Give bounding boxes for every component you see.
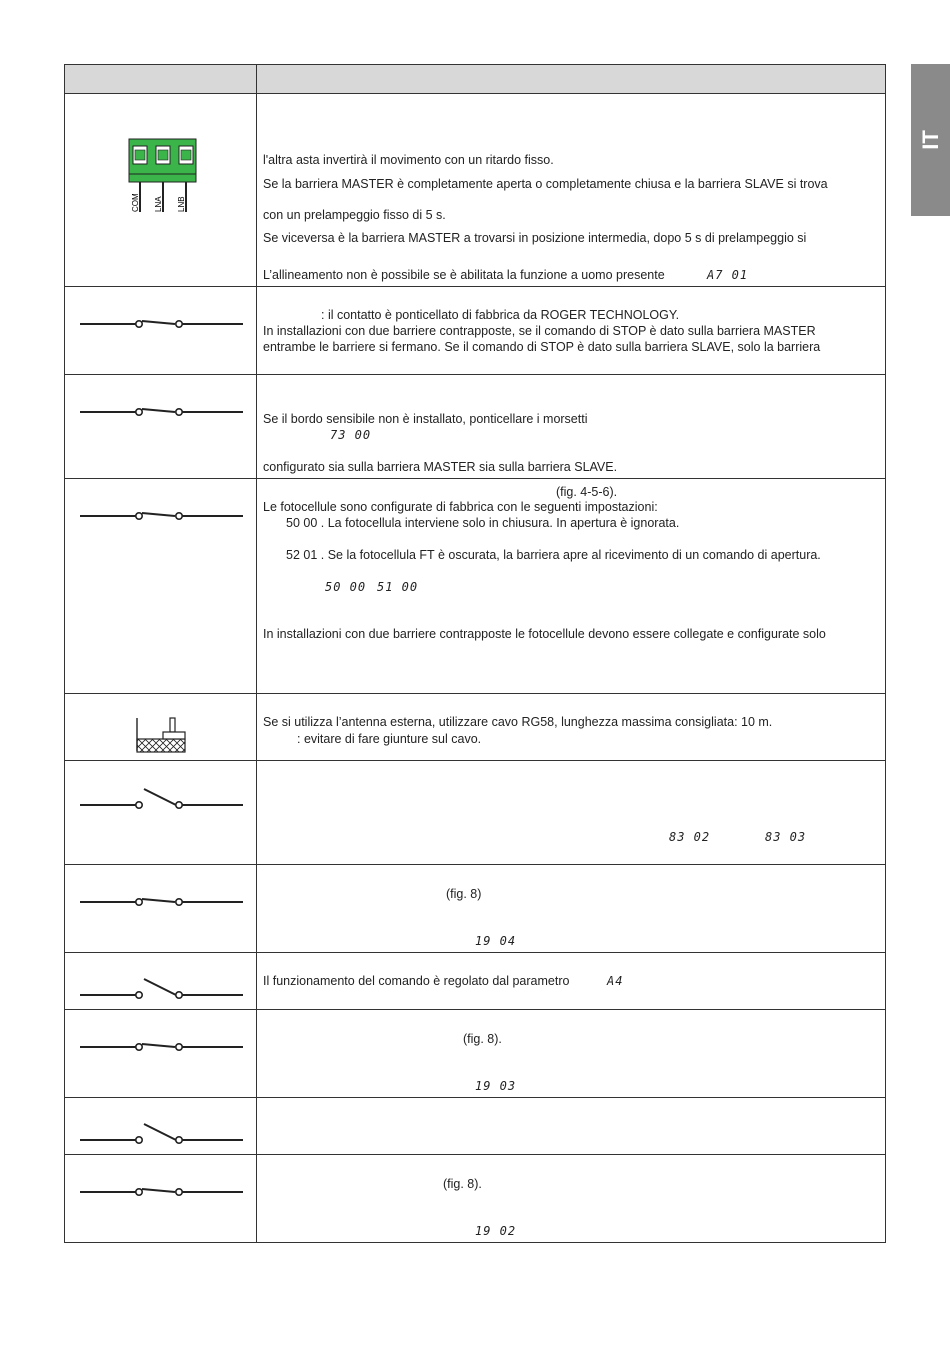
nc-contact-icon — [65, 1010, 257, 1098]
row-text-cell — [257, 865, 886, 953]
row-text-line: : il contatto è ponticellato di fabbrica da ROGER TECHNOLOGY. — [321, 308, 680, 322]
row-text-line: 50 00 . La fotocellula interviene solo in chiusura. In apertura è ignorata. — [286, 516, 680, 530]
row-text-cell — [257, 694, 886, 761]
row-text-cell — [257, 953, 886, 1010]
no-contact-icon — [65, 761, 257, 865]
row-text-line: Se si utilizza l’antenna esterna, utilizzare cavo RG58, lunghezza massima consigliata: 10 m. — [263, 715, 773, 729]
row-text-line: In installazioni con due barriere contrapposte le fotocellule devono essere collegate e configurate solo — [263, 627, 826, 641]
row-icon-cell — [65, 953, 257, 1010]
row-text-cell — [257, 1155, 886, 1243]
row-icon-cell — [65, 1155, 257, 1243]
table-row — [65, 479, 886, 694]
row-text-cell — [257, 1010, 886, 1098]
terminal-table — [64, 64, 886, 1243]
terminal-label-com: COM — [131, 193, 140, 212]
row-icon-cell — [65, 761, 257, 865]
row-icon-cell — [65, 1010, 257, 1098]
row-icon-cell — [65, 94, 257, 287]
table-row — [65, 1155, 886, 1243]
row-text-cell — [257, 94, 886, 287]
nc-contact-icon — [65, 1155, 257, 1243]
language-tab-label: IT — [917, 130, 943, 150]
param-code: 51 00 — [377, 580, 419, 594]
table-row — [65, 953, 886, 1010]
param-code: 83 02 — [669, 830, 711, 844]
row-text-line: (fig. 4-5-6). — [556, 485, 618, 499]
table-row — [65, 694, 886, 761]
param-code: 19 03 — [475, 1079, 517, 1093]
row-text-line: con un prelampeggio fisso di 5 s. — [263, 208, 446, 222]
table-header-col1 — [65, 65, 257, 94]
row-icon-cell — [65, 694, 257, 761]
table-header-row — [65, 65, 886, 94]
row-text-cell — [257, 479, 886, 694]
antenna-icon — [65, 694, 257, 761]
param-code: 19 02 — [475, 1224, 517, 1238]
row-icon-cell — [65, 865, 257, 953]
param-code: A7 01 — [707, 268, 749, 282]
table-row — [65, 287, 886, 375]
language-tab — [911, 64, 950, 216]
row-text-line: L’allineamento non è possibile se è abilitata la funzione a uomo presente — [263, 268, 665, 282]
table-row — [65, 1010, 886, 1098]
param-code: A4 — [607, 974, 624, 988]
no-contact-icon — [65, 1098, 257, 1155]
table-row — [65, 375, 886, 479]
row-text-line: Il funzionamento del comando è regolato dal parametro — [263, 974, 570, 988]
no-contact-icon — [65, 953, 257, 1010]
row-text-cell — [257, 287, 886, 375]
param-code: 50 00 — [325, 580, 367, 594]
row-text-line: Se viceversa è la barriera MASTER a trovarsi in posizione intermedia, dopo 5 s di prelampeggio si — [263, 231, 807, 245]
row-text-line: In installazioni con due barriere contrapposte, se il comando di STOP è dato sulla barriera MASTER — [263, 324, 816, 338]
row-text-line: Se la barriera MASTER è completamente aperta o completamente chiusa e la barriera SLAVE si trova — [263, 177, 828, 191]
terminal-label-lnb: LNB — [177, 196, 186, 212]
param-code: 19 04 — [475, 934, 517, 948]
param-code: 83 03 — [765, 830, 807, 844]
row-text-cell — [257, 761, 886, 865]
row-text-line: (fig. 8). — [463, 1032, 502, 1046]
table-row — [65, 94, 886, 287]
row-text-line: 52 01 . Se la fotocellula FT è oscurata, la barriera apre al ricevimento di un comando di apertura. — [286, 548, 821, 562]
param-code: 73 00 — [330, 428, 372, 442]
row-text-line: (fig. 8) — [446, 887, 482, 901]
table-row — [65, 1098, 886, 1155]
row-icon-cell — [65, 287, 257, 375]
row-text-line: Se il bordo sensibile non è installato, ponticellare i morsetti — [263, 412, 588, 426]
table-header-col2 — [257, 65, 886, 94]
row-icon-cell — [65, 479, 257, 694]
terminal-block-icon — [65, 94, 257, 287]
row-text-cell — [257, 375, 886, 479]
nc-contact-icon — [65, 375, 257, 479]
row-text-line: entrambe le barriere si fermano. Se il comando di STOP è dato sulla barriera SLAVE, solo la barriera — [263, 340, 821, 354]
row-text-line: configurato sia sulla barriera MASTER sia sulla barriera SLAVE. — [263, 460, 618, 474]
nc-contact-icon — [65, 287, 257, 375]
nc-contact-icon — [65, 479, 257, 694]
table-row — [65, 761, 886, 865]
row-text-cell — [257, 1098, 886, 1155]
row-text-line: : evitare di fare giunture sul cavo. — [297, 732, 482, 746]
nc-contact-icon — [65, 865, 257, 953]
row-icon-cell — [65, 1098, 257, 1155]
terminal-label-lna: LNA — [154, 196, 163, 212]
row-icon-cell — [65, 375, 257, 479]
row-text-line: l'altra asta invertirà il movimento con un ritardo fisso. — [263, 153, 554, 167]
table-row — [65, 865, 886, 953]
row-text-line: Le fotocellule sono configurate di fabbrica con le seguenti impostazioni: — [263, 500, 658, 514]
row-text-line: (fig. 8). — [443, 1177, 482, 1191]
